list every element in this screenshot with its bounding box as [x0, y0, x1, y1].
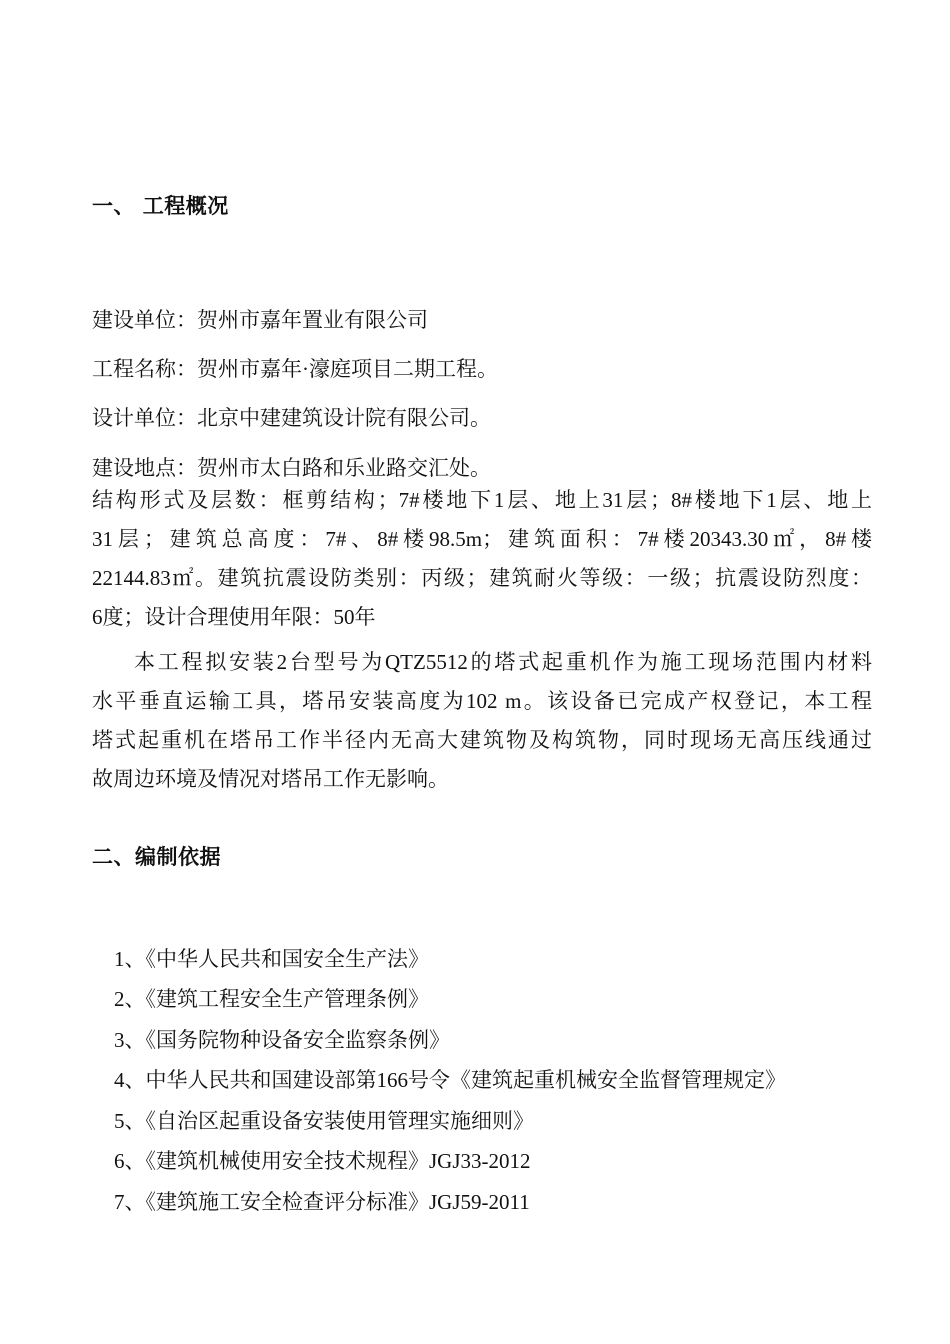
crane-line: 塔式起重机在塔吊工作半径内无高大建筑物及构筑物，同时现场无高压线通过 — [92, 728, 872, 752]
field-project-name: 工程名称：贺州市嘉年·濠庭项目二期工程。 — [92, 357, 498, 381]
reference-item: 6、《建筑机械使用安全技术规程》JGJ33-2012 — [114, 1149, 531, 1173]
reference-item: 4、中华人民共和国建设部第166号令《建筑起重机械安全监督管理规定》 — [114, 1068, 786, 1092]
structure-line: 22144.83㎡。建筑抗震设防类别：丙级；建筑耐火等级：一级；抗震设防烈度： — [92, 566, 872, 590]
crane-line: 故周边环境及情况对塔吊工作无影响。 — [92, 767, 449, 791]
crane-line: 本工程拟安装2台型号为QTZ5512的塔式起重机作为施工现场范围内材料 — [134, 650, 872, 674]
reference-item: 2、《建筑工程安全生产管理条例》 — [114, 987, 429, 1011]
reference-item: 5、《自治区起重设备安装使用管理实施细则》 — [114, 1109, 534, 1133]
structure-line: 6度；设计合理使用年限：50年 — [92, 605, 376, 629]
field-design-unit: 设计单位：北京中建建筑设计院有限公司。 — [92, 406, 491, 430]
reference-item: 7、《建筑施工安全检查评分标准》JGJ59-2011 — [114, 1190, 530, 1214]
structure-line: 31层；建筑总高度：7#、8#楼98.5m；建筑面积：7#楼20343.30㎡，8#楼 — [92, 527, 872, 551]
section-1-heading: 一、 工程概况 — [92, 194, 229, 218]
reference-item: 1、《中华人民共和国安全生产法》 — [114, 947, 429, 971]
crane-line: 水平垂直运输工具，塔吊安装高度为102 m。该设备已完成产权登记，本工程 — [92, 689, 872, 713]
structure-line: 结构形式及层数：框剪结构；7#楼地下1层、地上31层；8#楼地下1层、地上 — [92, 488, 872, 512]
section-2-heading: 二、编制依据 — [92, 845, 221, 869]
field-location: 建设地点：贺州市太白路和乐业路交汇处。 — [92, 456, 491, 480]
structure-paragraph — [92, 481, 872, 637]
crane-paragraph — [92, 643, 872, 799]
reference-item: 3、《国务院物种设备安全监察条例》 — [114, 1028, 450, 1052]
field-construction-unit: 建设单位：贺州市嘉年置业有限公司 — [92, 308, 428, 332]
